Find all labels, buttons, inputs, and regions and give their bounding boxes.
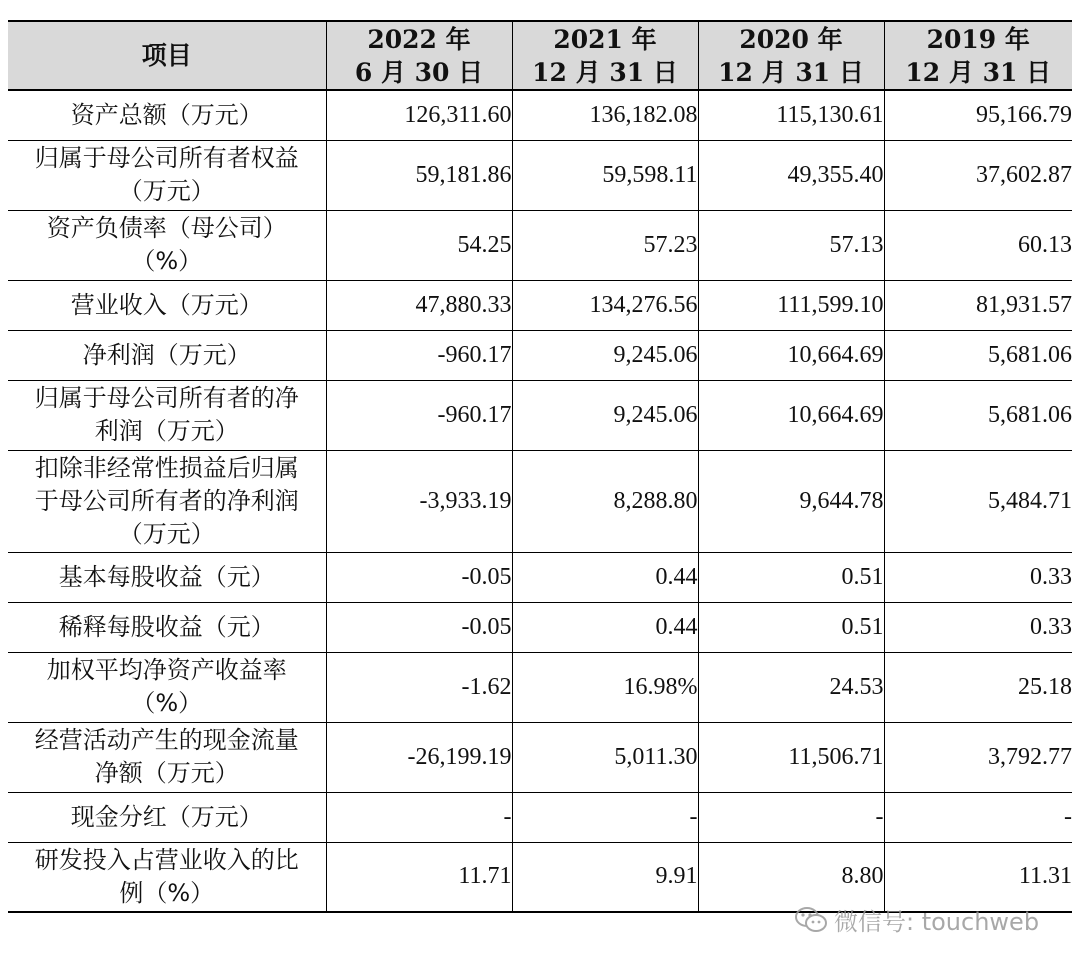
value-cell: 11,506.71: [698, 722, 884, 792]
header-period: [884, 21, 1072, 90]
value-cell: 10,664.69: [698, 380, 884, 450]
value-cell: 95,166.79: [884, 90, 1072, 140]
row-label-line: 扣除非经常性损益后归属: [34, 453, 299, 482]
table-header: [8, 21, 1072, 90]
row-label-line: 归属于母公司所有者的净: [34, 384, 299, 412]
value-cell: 47,880.33: [326, 280, 512, 330]
header-date: 6 月 30 日: [354, 57, 484, 87]
table-row: [8, 330, 1072, 380]
header-period: [698, 21, 884, 90]
row-label-line: 例（%）: [119, 878, 215, 907]
table-row: [8, 90, 1072, 140]
row-label: [8, 652, 326, 722]
header-date: 12 月 31 日: [718, 57, 864, 87]
value-cell: 57.23: [512, 210, 698, 280]
header-date: 12 月 31 日: [905, 57, 1052, 87]
row-label: [8, 380, 326, 450]
row-label-line: 利润（万元）: [94, 417, 239, 445]
row-label-line: 加权平均净资产收益率: [46, 656, 287, 684]
row-label: [8, 280, 326, 330]
value-cell: 10,664.69: [698, 330, 884, 380]
row-label-line: 净利润（万元）: [82, 340, 251, 369]
row-label-line: 归属于母公司所有者权益: [34, 144, 299, 172]
header-year: 2022 年: [367, 24, 471, 54]
row-label: [8, 722, 326, 792]
row-label: [8, 602, 326, 652]
table-row: [8, 140, 1072, 210]
table-row: [8, 210, 1072, 280]
value-cell: 126,311.60: [326, 90, 512, 140]
value-cell: -26,199.19: [326, 722, 512, 792]
value-cell: -: [884, 792, 1072, 842]
value-cell: -: [512, 792, 698, 842]
value-cell: 59,598.11: [512, 140, 698, 210]
value-cell: 5,681.06: [884, 330, 1072, 380]
value-cell: 9.91: [512, 842, 698, 912]
value-cell: 0.44: [512, 602, 698, 652]
row-label: [8, 140, 326, 210]
value-cell: 0.51: [698, 602, 884, 652]
value-cell: 37,602.87: [884, 140, 1072, 210]
value-cell: 11.71: [326, 842, 512, 912]
value-cell: 111,599.10: [698, 280, 884, 330]
row-label-line: 营业收入（万元）: [70, 290, 263, 319]
financial-table: [8, 20, 1072, 913]
value-cell: -: [326, 792, 512, 842]
row-label-line: 稀释每股收益（元）: [58, 612, 275, 641]
value-cell: 9,644.78: [698, 450, 884, 552]
value-cell: 9,245.06: [512, 380, 698, 450]
table-row: [8, 280, 1072, 330]
value-cell: 81,931.57: [884, 280, 1072, 330]
header-date: 12 月 31 日: [532, 57, 678, 87]
table-row: [8, 450, 1072, 552]
table-row: [8, 722, 1072, 792]
value-cell: 49,355.40: [698, 140, 884, 210]
row-label: [8, 330, 326, 380]
header-item: 项目: [8, 21, 326, 90]
value-cell: 115,130.61: [698, 90, 884, 140]
value-cell: 5,681.06: [884, 380, 1072, 450]
value-cell: 0.51: [698, 552, 884, 602]
value-cell: 5,011.30: [512, 722, 698, 792]
header-year: 2020 年: [739, 24, 843, 54]
value-cell: 24.53: [698, 652, 884, 722]
header-year: 2021 年: [553, 24, 657, 54]
watermark-text: 微信号: touchweb: [834, 908, 1040, 936]
value-cell: 59,181.86: [326, 140, 512, 210]
value-cell: 9,245.06: [512, 330, 698, 380]
row-label: [8, 842, 326, 912]
value-cell: 3,792.77: [884, 722, 1072, 792]
header-year: 2019 年: [926, 24, 1030, 54]
row-label-line: （%）: [131, 247, 203, 275]
row-label: [8, 552, 326, 602]
value-cell: 0.44: [512, 552, 698, 602]
value-cell: 8,288.80: [512, 450, 698, 552]
value-cell: 57.13: [698, 210, 884, 280]
row-label-line: 资产总额（万元）: [70, 100, 263, 129]
table-row: [8, 602, 1072, 652]
row-label-line: 于母公司所有者的净利润: [34, 486, 299, 515]
value-cell: -960.17: [326, 380, 512, 450]
row-label-line: 现金分红（万元）: [70, 802, 263, 831]
table-body: [8, 90, 1072, 912]
row-label-line: 资产负债率（母公司）: [46, 214, 287, 242]
value-cell: -960.17: [326, 330, 512, 380]
value-cell: 25.18: [884, 652, 1072, 722]
value-cell: 0.33: [884, 552, 1072, 602]
row-label-line: （%）: [131, 689, 203, 717]
value-cell: -0.05: [326, 552, 512, 602]
table-row: [8, 652, 1072, 722]
header-period: [326, 21, 512, 90]
row-label: [8, 792, 326, 842]
value-cell: 54.25: [326, 210, 512, 280]
row-label-line: （万元）: [118, 177, 215, 205]
table-row: [8, 792, 1072, 842]
row-label: [8, 450, 326, 552]
row-label: [8, 90, 326, 140]
value-cell: -: [698, 792, 884, 842]
value-cell: -0.05: [326, 602, 512, 652]
watermark: [794, 902, 1039, 937]
value-cell: 0.33: [884, 602, 1072, 652]
wechat-icon: [794, 905, 828, 935]
value-cell: 5,484.71: [884, 450, 1072, 552]
table-row: [8, 380, 1072, 450]
value-cell: 60.13: [884, 210, 1072, 280]
value-cell: 8.80: [698, 842, 884, 912]
value-cell: 11.31: [884, 842, 1072, 912]
header-period: [512, 21, 698, 90]
header-row: [8, 21, 1072, 90]
table-row: [8, 552, 1072, 602]
row-label-line: 基本每股收益（元）: [58, 562, 275, 591]
value-cell: 136,182.08: [512, 90, 698, 140]
value-cell: 134,276.56: [512, 280, 698, 330]
row-label: [8, 210, 326, 280]
row-label-line: （万元）: [118, 519, 215, 548]
value-cell: 16.98%: [512, 652, 698, 722]
row-label-line: 净额（万元）: [94, 759, 239, 787]
value-cell: -1.62: [326, 652, 512, 722]
row-label-line: 经营活动产生的现金流量: [34, 726, 299, 754]
value-cell: -3,933.19: [326, 450, 512, 552]
row-label-line: 研发投入占营业收入的比: [34, 845, 299, 874]
